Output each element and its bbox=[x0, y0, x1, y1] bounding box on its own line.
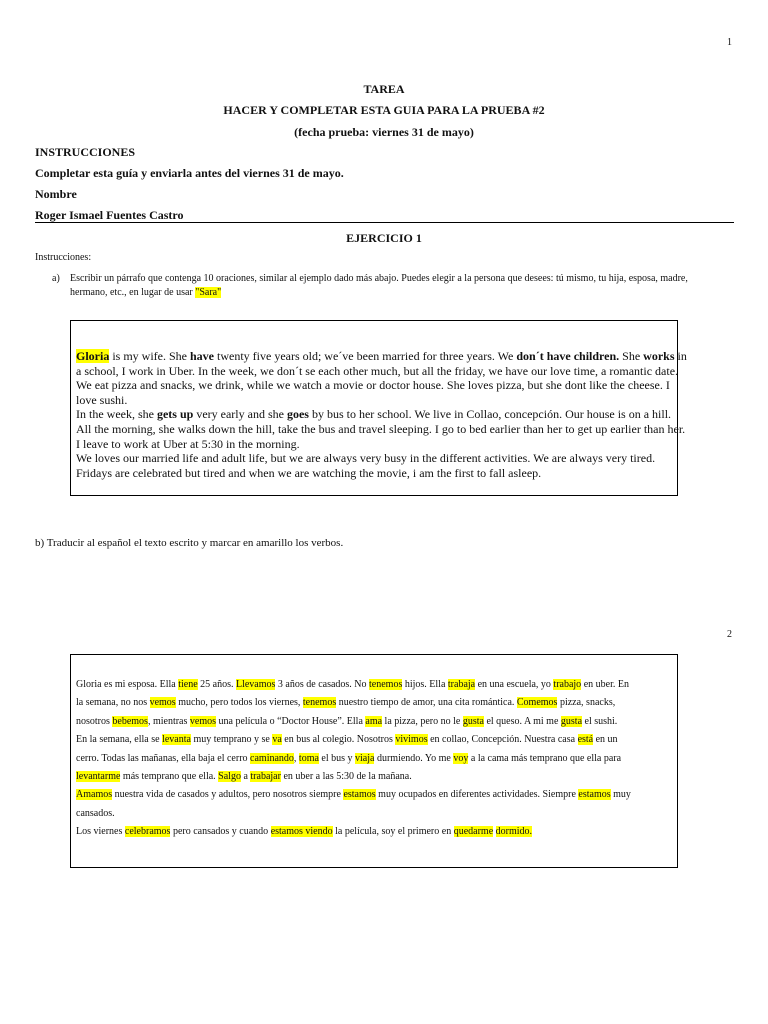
text-segment: works bbox=[643, 349, 675, 363]
text-segment: is my wife. She bbox=[109, 349, 190, 363]
text-segment: el bus y bbox=[318, 752, 356, 764]
text-segment: hijos. Ella bbox=[402, 679, 448, 690]
text-line bbox=[76, 393, 672, 408]
text-segment: Gloria es mi esposa. Ella bbox=[76, 679, 179, 690]
highlighted-verb: estamos bbox=[578, 789, 611, 801]
text-segment: nosotros bbox=[76, 715, 113, 727]
text-segment: en un bbox=[593, 734, 618, 746]
exercise-instructions-label: Instrucciones: bbox=[35, 252, 92, 263]
item-a-line2-text: hermano, etc., en lugar de usar bbox=[70, 287, 196, 298]
text-segment: en uber. En bbox=[581, 679, 629, 690]
highlighted-verb: tenemos bbox=[369, 679, 403, 690]
text-line bbox=[76, 694, 672, 712]
text-segment: In the week, she bbox=[76, 407, 157, 422]
text-segment: en collao, Concepción. Nuestra casa bbox=[427, 734, 578, 746]
text-segment: by bus to her school. We live in Collao, concepción. Our house is on a hill. bbox=[308, 407, 672, 422]
text-segment: 25 años. bbox=[197, 679, 236, 690]
item-a-text-line1: Escribir un párrafo que contenga 10 oraciones, similar al ejemplo dado más abajo. Puedes elegir a la persona que desees: tú mismo, tu hija, esposa, madre, bbox=[70, 273, 688, 284]
text-segment: pero cansados y cuando bbox=[170, 826, 271, 838]
text-segment: love sushi. bbox=[76, 392, 128, 407]
name-label: Nombre bbox=[35, 187, 77, 201]
highlighted-verb: vivimos bbox=[395, 734, 428, 746]
text-segment: en uber a las 5:30 de la mañana. bbox=[280, 771, 412, 783]
text-segment: don´t have children. bbox=[516, 349, 620, 363]
text-segment: una película o “Doctor House”. Ella bbox=[216, 715, 366, 727]
text-line bbox=[76, 349, 687, 364]
highlighted-verb: estamos viendo bbox=[270, 826, 333, 838]
text-segment: , mientras bbox=[147, 715, 190, 727]
highlighted-verb: va bbox=[272, 734, 282, 746]
text-segment: We eat pizza and snacks, we drink, while we watch a movie or doctor house. She loves pizza, but she dont like the cheese. I bbox=[76, 378, 670, 393]
text-segment: En la semana, ella se bbox=[76, 734, 163, 746]
text-segment: nuestra vida de casados y adultos, pero nosotros siempre bbox=[112, 789, 344, 801]
item-a-marker: a) bbox=[52, 273, 60, 284]
exercise-title: EJERCICIO 1 bbox=[346, 231, 422, 245]
text-line bbox=[76, 823, 672, 841]
spanish-translation-box bbox=[70, 654, 678, 868]
text-segment: la pizza, pero no le bbox=[382, 715, 463, 727]
text-segment: la semana, no nos bbox=[76, 697, 150, 709]
highlighted-verb: Comemos bbox=[516, 697, 558, 709]
highlighted-verb: levanta bbox=[162, 734, 191, 746]
text-segment: I leave to work at Uber at 5:30 in the morning. bbox=[76, 436, 300, 451]
highlighted-verb: trabajo bbox=[553, 679, 582, 690]
highlighted-verb: ama bbox=[365, 715, 383, 727]
text-segment: muy temprano y se bbox=[190, 734, 273, 746]
highlighted-verb: trabajar bbox=[250, 771, 281, 783]
text-line bbox=[76, 378, 672, 393]
highlighted-verb: celebramos bbox=[124, 826, 171, 838]
text-segment: All the morning, she walks down the hill, take the bus and travel sleeping. I go to bed earlier than her to get up earlier than her. bbox=[76, 421, 686, 436]
text-line bbox=[76, 407, 672, 422]
text-line bbox=[76, 750, 672, 768]
text-segment: muy ocupados en diferentes actividades. Siempre bbox=[375, 789, 579, 801]
highlighted-verb: tenemos bbox=[302, 697, 337, 709]
highlighted-verb: tiene bbox=[178, 679, 198, 690]
text-segment: 3 años de casados. No bbox=[275, 679, 370, 690]
highlighted-verb: dormido. bbox=[495, 826, 533, 838]
text-line bbox=[76, 466, 672, 481]
text-segment: cansados. bbox=[76, 807, 115, 819]
text-segment: goes bbox=[286, 407, 309, 422]
text-segment: cerro. Todas las mañanas, ella baja el cerro bbox=[76, 752, 251, 764]
highlighted-verb: vemos bbox=[189, 715, 216, 727]
test-date-note: (fecha prueba: viernes 31 de mayo) bbox=[294, 125, 474, 139]
text-segment: más temprano que ella. bbox=[120, 771, 219, 783]
highlighted-verb: estamos bbox=[343, 789, 376, 801]
highlighted-verb: voy bbox=[453, 752, 469, 764]
text-segment: en bus al colegio. Nosotros bbox=[281, 734, 396, 746]
highlighted-verb: trabaja bbox=[447, 679, 476, 690]
highlighted-verb: caminando bbox=[250, 752, 294, 764]
highlighted-name: "Sara" bbox=[195, 287, 222, 298]
page-number: 2 bbox=[727, 629, 732, 640]
highlighted-verb: viaja bbox=[355, 752, 375, 764]
text-line bbox=[76, 676, 672, 694]
highlighted-verb: Gloria bbox=[76, 349, 110, 363]
text-segment: We loves our married life and adult life, but we are always very busy in the different activities. We are always very tired. bbox=[76, 451, 656, 466]
text-segment: twenty five years old; we´ve been married for three years. We bbox=[214, 349, 517, 363]
text-segment: el sushi. bbox=[582, 715, 618, 727]
highlighted-verb: Salgo bbox=[218, 771, 241, 783]
text-segment: en una escuela, yo bbox=[475, 679, 554, 690]
text-segment: in bbox=[674, 349, 687, 363]
page-number: 1 bbox=[727, 37, 732, 48]
text-segment: gets up bbox=[156, 407, 194, 422]
text-line bbox=[76, 731, 672, 749]
instructions-heading: INSTRUCCIONES bbox=[35, 145, 136, 159]
item-a-text-line2 bbox=[70, 287, 221, 298]
text-segment: She bbox=[619, 349, 644, 363]
highlighted-verb: toma bbox=[298, 752, 319, 764]
text-line bbox=[76, 786, 672, 804]
highlighted-verb: levantarme bbox=[76, 771, 121, 783]
highlighted-verb: gusta bbox=[560, 715, 583, 727]
text-segment: Los viernes bbox=[76, 826, 125, 838]
text-segment: nuestro tiempo de amor, una cita romántica. bbox=[336, 697, 517, 709]
item-b-text: b) Traducir al español el texto escrito y marcar en amarillo los verbos. bbox=[35, 537, 344, 549]
text-segment: Fridays are celebrated but tired and when we are watching the movie, i am the first to fall asleep. bbox=[76, 465, 542, 480]
text-segment: el queso. A mi me bbox=[483, 715, 561, 727]
text-segment: durmiendo. Yo me bbox=[374, 752, 454, 764]
highlighted-verb: Llevamos bbox=[235, 679, 276, 690]
text-segment: very early and she bbox=[193, 407, 287, 422]
text-segment: a la cama más temprano que ella para bbox=[468, 752, 622, 764]
text-segment: have bbox=[190, 349, 214, 363]
text-segment: mucho, pero todos los viernes, bbox=[175, 697, 303, 709]
highlighted-verb: está bbox=[577, 734, 594, 746]
english-paragraph-box bbox=[70, 320, 687, 496]
document-title: TAREA bbox=[363, 82, 405, 96]
text-line bbox=[76, 437, 672, 452]
highlighted-verb: vemos bbox=[149, 697, 176, 709]
text-line bbox=[76, 805, 672, 823]
text-segment: a school, I work in Uber. In the week, we don´t se each other much, but all the friday, we have our love time, a romantic date. bbox=[76, 363, 679, 378]
instructions-text: Completar esta guía y enviarla antes del viernes 31 de mayo. bbox=[35, 166, 344, 180]
document-subtitle: HACER Y COMPLETAR ESTA GUIA PARA LA PRUEBA #2 bbox=[223, 103, 545, 117]
text-segment: la película, soy el primero en bbox=[332, 826, 454, 838]
text-line bbox=[76, 421, 686, 437]
text-segment: , bbox=[293, 752, 299, 764]
text-line bbox=[76, 363, 679, 379]
text-segment: pizza, snacks, bbox=[557, 697, 616, 709]
text-line bbox=[76, 768, 672, 786]
text-line bbox=[76, 713, 672, 731]
text-segment: a bbox=[240, 771, 251, 783]
text-segment: muy bbox=[610, 789, 631, 801]
highlighted-verb: quedarme bbox=[453, 826, 494, 838]
student-name: Roger Ismael Fuentes Castro bbox=[35, 208, 184, 222]
highlighted-verb: Amamos bbox=[76, 789, 113, 801]
section-divider bbox=[35, 222, 734, 223]
highlighted-verb: gusta bbox=[462, 715, 484, 727]
text-line bbox=[76, 451, 672, 466]
highlighted-verb: bebemos bbox=[112, 715, 148, 727]
